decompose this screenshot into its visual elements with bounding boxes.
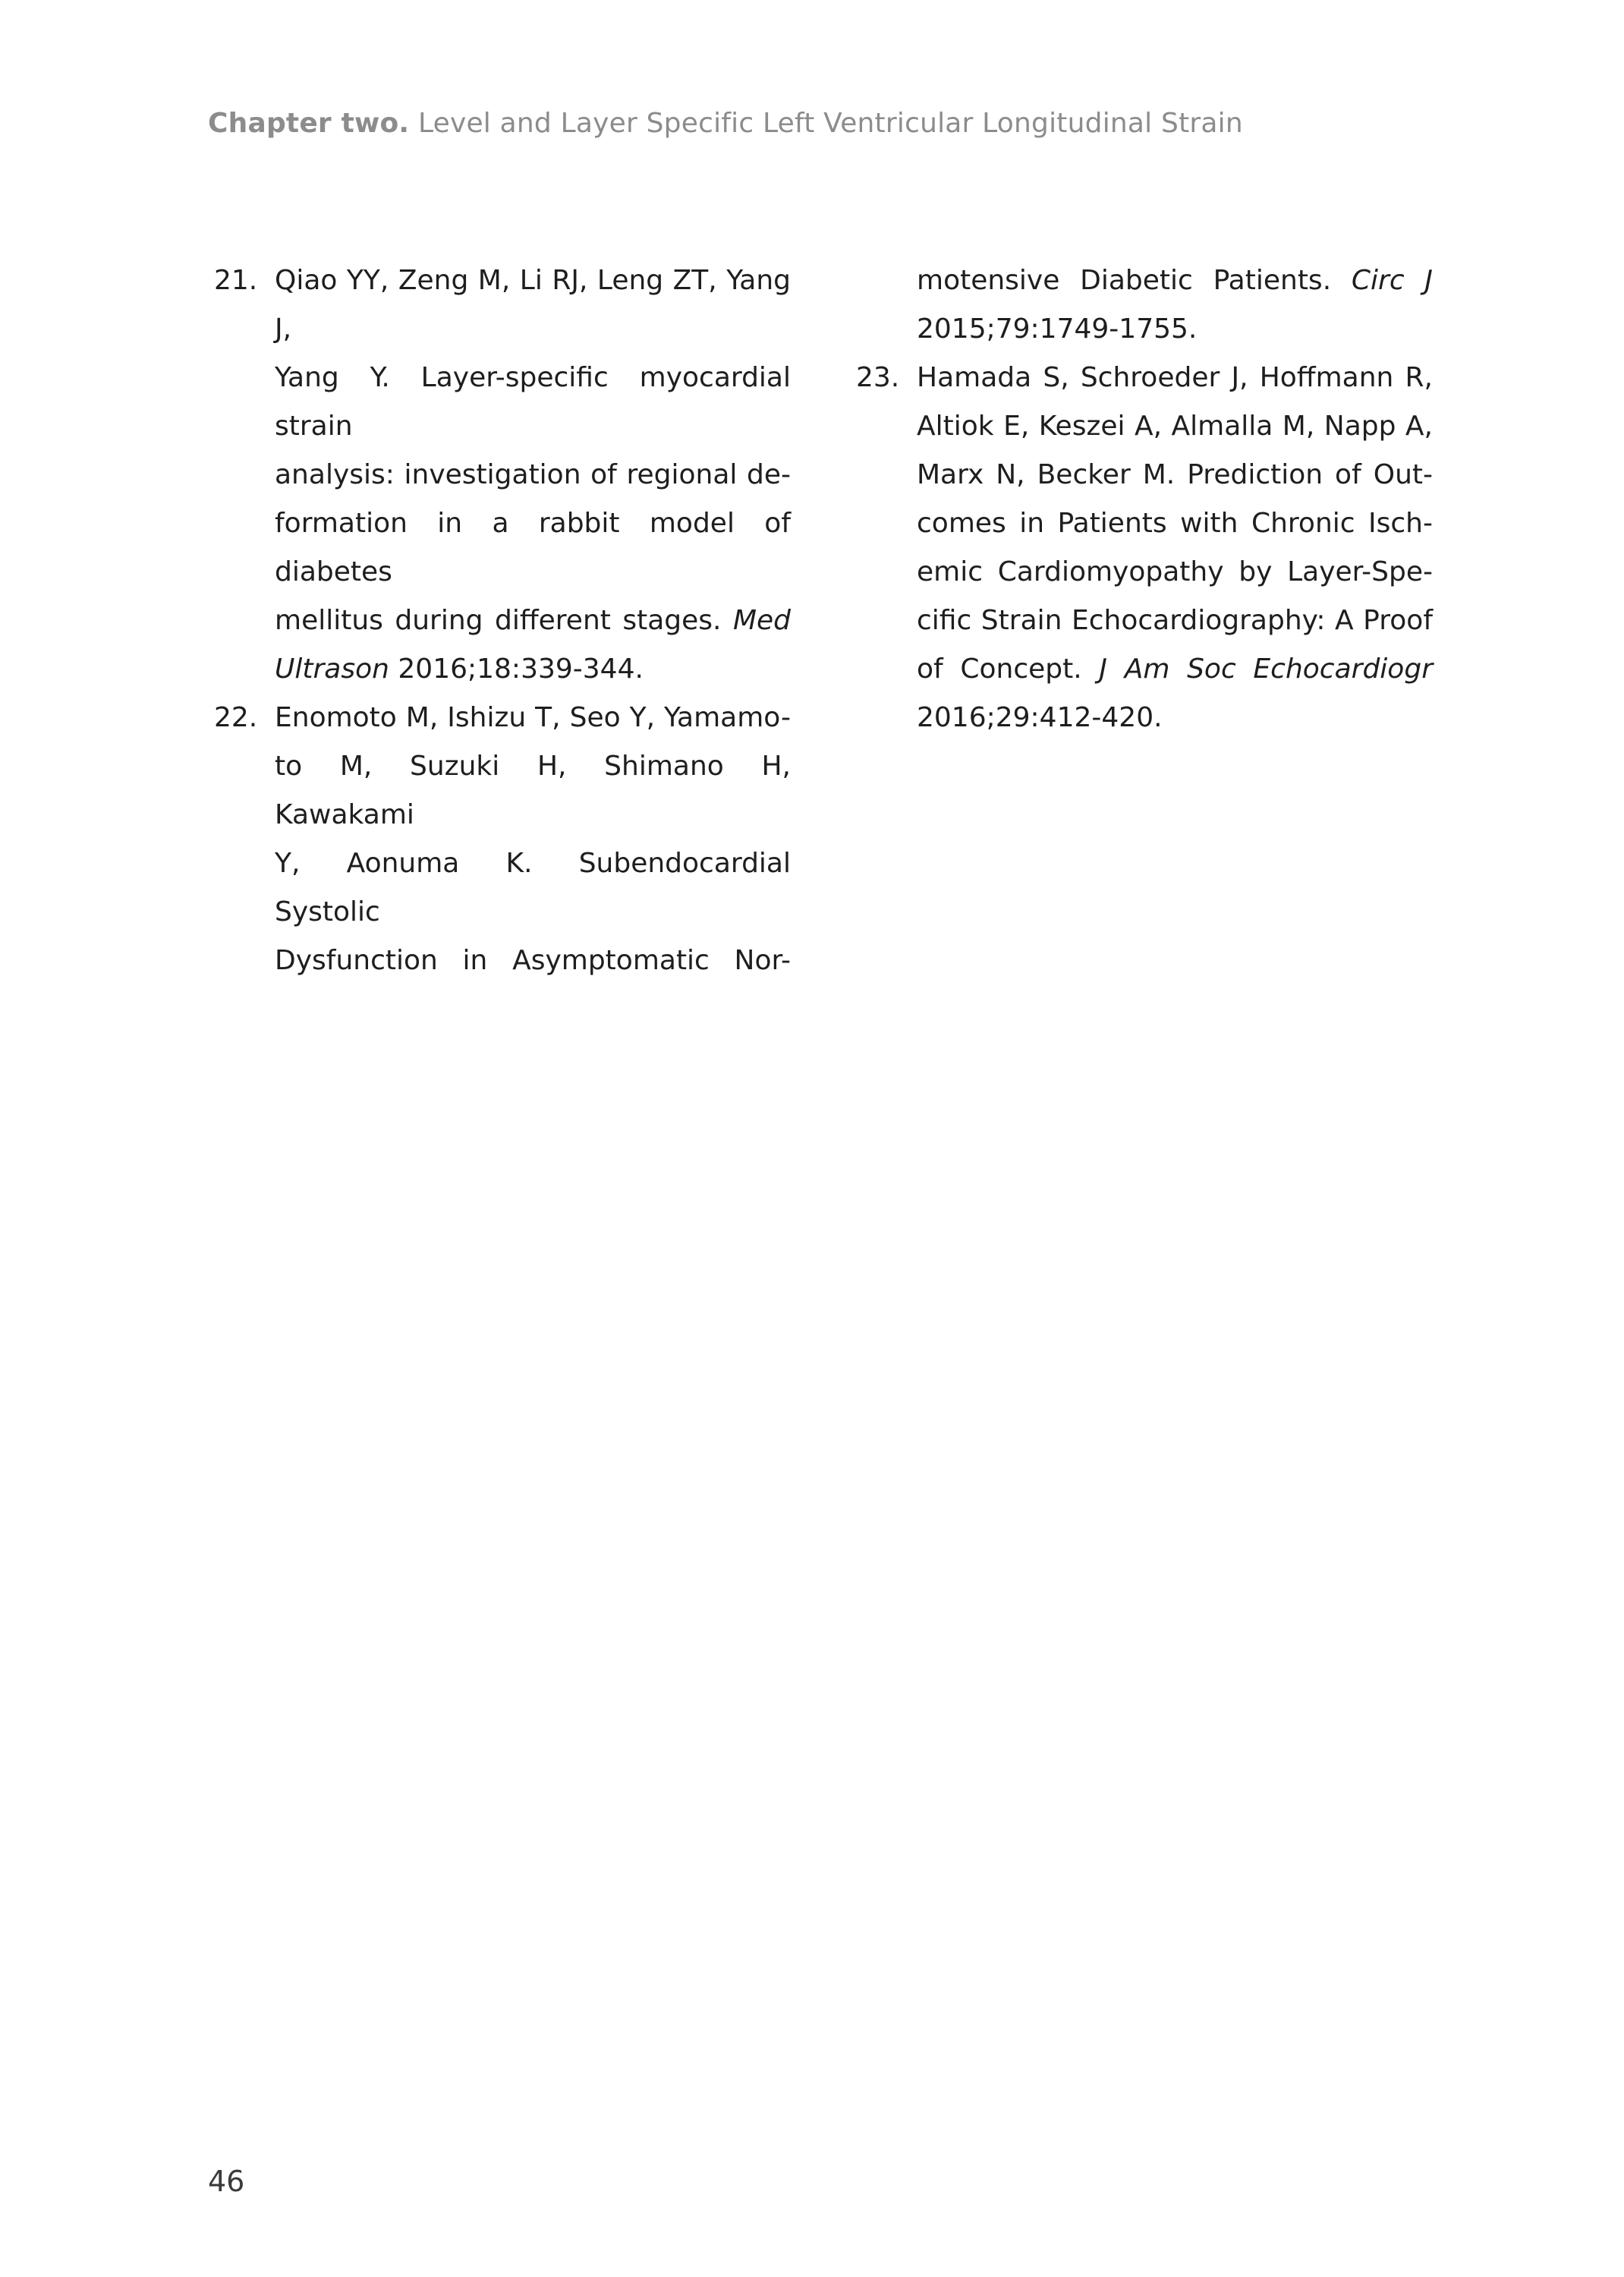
reference-text-line: formation in a rabbit model of diabetes <box>275 508 791 587</box>
citation-details: 2015;79:1749-1755. <box>917 313 1198 345</box>
reference-column-right <box>856 257 1433 742</box>
reference-text-line: Altiok E, Keszei A, Almalla M, Napp A, <box>917 411 1433 442</box>
reference-text-line <box>917 257 1433 305</box>
journal-name: Med <box>732 605 791 636</box>
reference-21 <box>214 257 791 694</box>
reference-text-line: analysis: investigation of regional de- <box>275 459 791 490</box>
journal-name: Ultrason <box>275 653 389 685</box>
reference-text-line <box>275 645 791 694</box>
reference-column-left <box>214 257 791 985</box>
reference-text-line: to M, Suzuki H, Shimano H, Kawakami <box>275 751 791 830</box>
running-header <box>208 108 1243 139</box>
citation-details: 2016;18:339-344. <box>389 653 644 685</box>
reference-text-segment: motensive Diabetic Patients. <box>917 265 1332 296</box>
reference-text-line: Dysfunction in Asymptomatic Nor- <box>275 945 791 976</box>
reference-text-line <box>275 597 791 645</box>
reference-22 <box>214 694 791 985</box>
reference-text-line: Yang Y. Layer-specific myocardial strain <box>275 362 791 442</box>
chapter-label: Chapter two. <box>208 108 410 139</box>
reference-number: 23. <box>856 362 900 393</box>
reference-number: 22. <box>214 702 258 733</box>
reference-text-line: Y, Aonuma K. Subendocardial Systolic <box>275 848 791 927</box>
page-number: 46 <box>208 2165 245 2198</box>
reference-text-line <box>917 645 1433 694</box>
reference-text-line: comes in Patients with Chronic Isch- <box>917 508 1433 539</box>
journal-name: J Am Soc Echocardiogr <box>1099 653 1433 685</box>
chapter-title: Level and Layer Specific Left Ventricular Longitudinal Strain <box>417 108 1243 139</box>
reference-text-line: Marx N, Becker M. Prediction of Out- <box>917 459 1433 490</box>
reference-text-line: Enomoto M, Ishizu T, Seo Y, Yamamo- <box>275 702 791 733</box>
reference-text-line: Qiao YY, Zeng M, Li RJ, Leng ZT, Yang J, <box>275 265 791 345</box>
reference-text-segment: mellitus during different stages. <box>275 605 722 636</box>
reference-text-line: cific Strain Echocardiography: A Proof <box>917 605 1433 636</box>
reference-number: 21. <box>214 265 258 296</box>
citation-details: 2016;29:412-420. <box>917 702 1163 733</box>
reference-text-line: emic Cardiomyopathy by Layer-Spe- <box>917 556 1433 587</box>
journal-name: Circ J <box>1351 265 1434 296</box>
reference-text-line: Hamada S, Schroeder J, Hoffmann R, <box>917 362 1433 393</box>
reference-text-segment: of Concept. <box>917 653 1082 685</box>
reference-22-continued <box>856 257 1433 354</box>
reference-23 <box>856 354 1433 742</box>
